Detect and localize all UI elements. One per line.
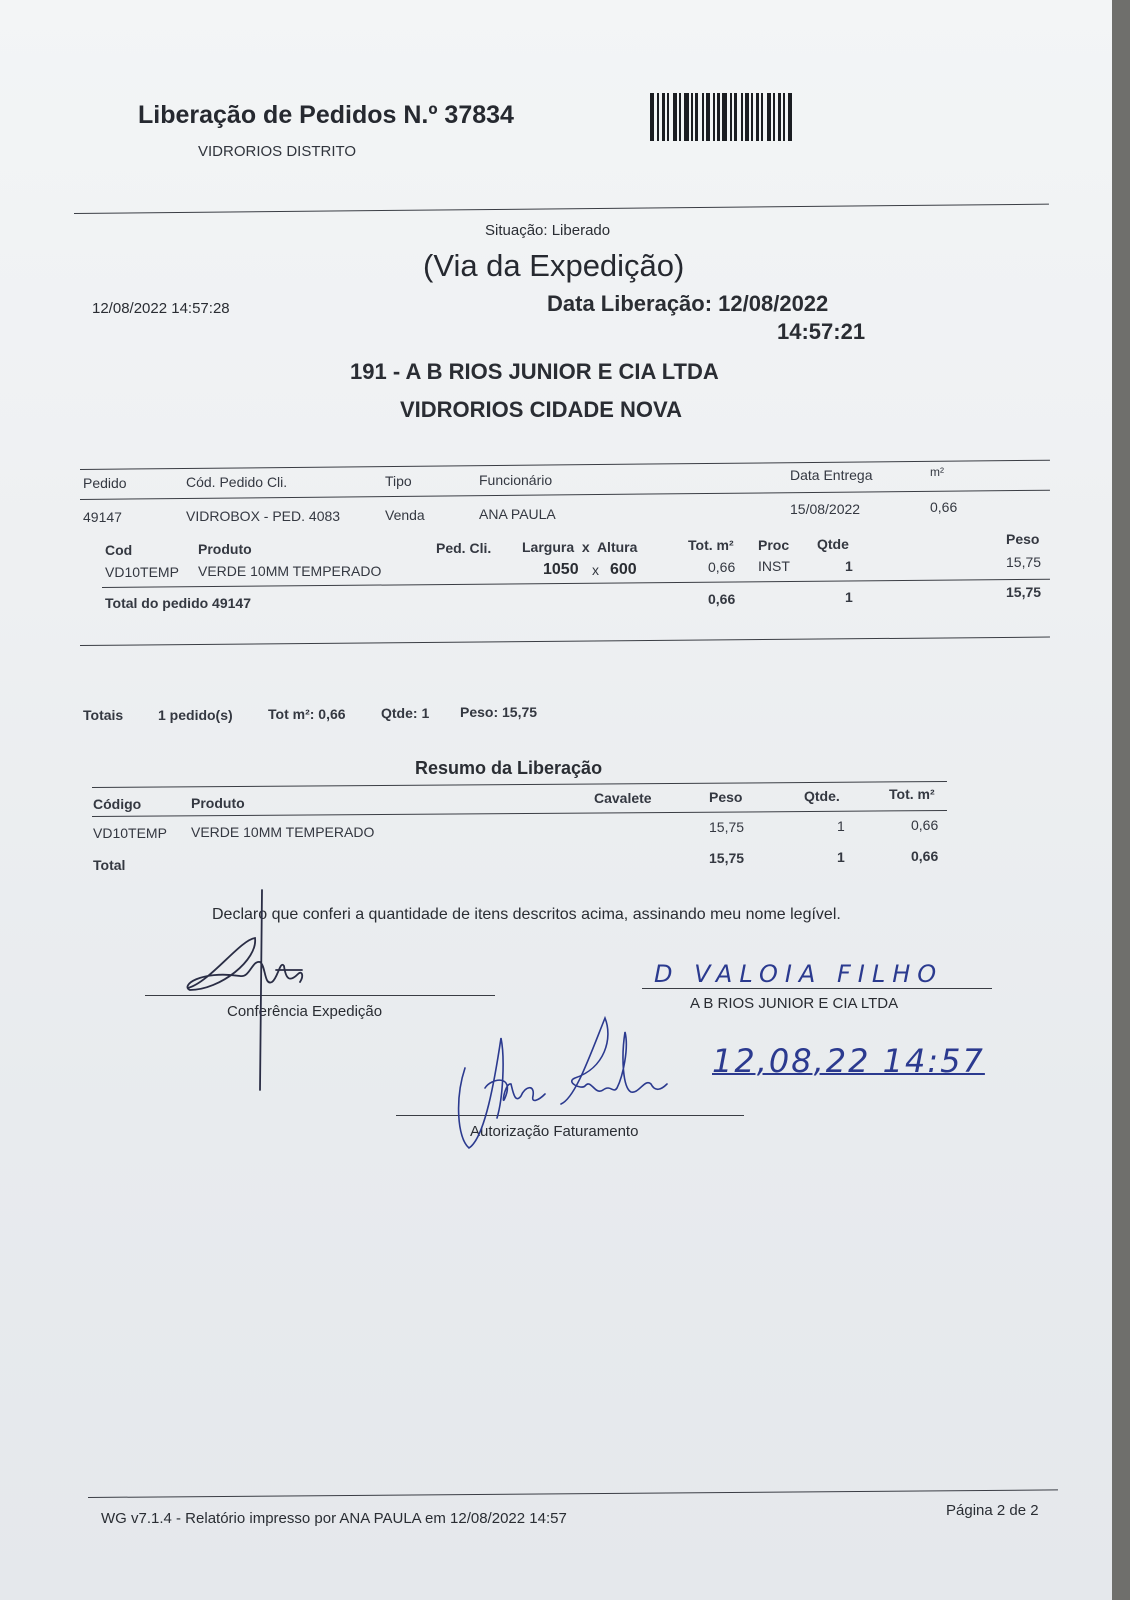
item-col-ped-cli: Ped. Cli. [436,540,492,556]
summary-total-peso: 15,75 [709,850,745,866]
document-title: Liberação de Pedidos N.º 37834 [138,101,514,129]
order-total-label: Total do pedido 49147 [105,595,251,611]
item-peso: 15,75 [1006,554,1042,570]
summary-product: VERDE 10MM TEMPERADO [191,824,375,840]
summary-code: VD10TEMP [93,825,167,841]
delivery-date: 15/08/2022 [790,501,861,517]
employee-name: ANA PAULA [479,506,556,522]
item-x: x [592,562,599,578]
col-cod-pedido-cli: Cód. Pedido Cli. [186,474,288,490]
item-proc: INST [758,558,790,574]
printed-timestamp: 12/08/2022 14:57:28 [92,300,230,317]
totals-orders: 1 pedido(s) [158,707,233,723]
signature-label-autorizacao: Autorização Faturamento [470,1123,639,1140]
summary-col-peso: Peso [709,789,743,805]
conferencia-signature [180,890,320,1110]
summary-header-rule [92,810,947,817]
item-code: VD10TEMP [105,564,179,580]
item-col-cod: Cod [105,542,133,558]
autorizacao-signature [455,1018,685,1158]
order-total-peso: 15,75 [1006,584,1042,600]
totals-qtde: Qtde: 1 [381,705,430,721]
summary-col-qtde: Qtde. [804,788,840,804]
item-col-largura-altura: Largura x Altura [522,539,638,555]
col-tipo: Tipo [385,473,412,489]
company-name: VIDRORIOS DISTRITO [198,143,357,160]
col-data-entrega: Data Entrega [790,467,873,483]
summary-top-rule [92,781,947,788]
totals-m2: Tot m²: 0,66 [268,706,346,722]
order-total-m2: 0,66 [708,591,736,607]
summary-tot-m2: 0,66 [911,817,939,833]
signature-label-conferencia: Conferência Expedição [227,1003,383,1020]
declaration-text: Declaro que conferi a quantidade de itens descritos acima, assinando meu nome legível. [212,906,841,923]
item-largura: 1050 [543,561,579,578]
item-qtde: 1 [845,558,853,574]
item-col-tot-m2: Tot. m² [688,537,734,553]
release-date: Data Liberação: 12/08/2022 [547,291,829,316]
item-product: VERDE 10MM TEMPERADO [198,563,382,579]
order-number: 49147 [83,509,122,525]
item-col-qtde: Qtde [817,536,849,552]
summary-title: Resumo da Liberação [415,758,603,778]
release-time: 14:57:21 [777,319,866,344]
client-name: 191 - A B RIOS JUNIOR E CIA LTDA [350,359,719,384]
footer-page-number: Página 2 de 2 [946,1502,1039,1519]
client-store: VIDRORIOS CIDADE NOVA [400,397,682,422]
order-header-rule [80,490,1050,500]
order-m2: 0,66 [930,499,958,515]
summary-total-tot-m2: 0,66 [911,848,939,864]
signature-line-cliente [642,988,992,989]
item-col-proc: Proc [758,537,790,553]
totals-peso: Peso: 15,75 [460,704,538,720]
client-order-code: VIDROBOX - PED. 4083 [186,508,341,524]
summary-col-codigo: Código [93,796,142,812]
col-funcionario: Funcionário [479,472,553,488]
signature-label-cliente: A B RIOS JUNIOR E CIA LTDA [690,995,899,1012]
order-total-qtde: 1 [845,589,853,605]
summary-qtde: 1 [837,818,845,834]
col-pedido: Pedido [83,475,127,491]
order-type: Venda [385,507,425,523]
summary-col-produto: Produto [191,795,245,811]
handwritten-date: 12,08,22 14:57 [712,1042,985,1080]
order-table-bottom-rule [80,637,1050,646]
via-label: (Via da Expedição) [423,248,685,283]
footer-printed-by: WG v7.1.4 - Relatório impresso por ANA PAULA em 12/08/2022 14:57 [101,1510,567,1527]
totals-label: Totais [83,707,124,723]
summary-total-label: Total [93,857,126,873]
footer-rule [88,1489,1058,1498]
item-tot-m2: 0,66 [708,559,736,575]
item-col-peso: Peso [1006,531,1040,547]
item-altura: 600 [610,561,637,578]
header-divider [74,204,1049,214]
summary-peso: 15,75 [709,819,745,835]
item-col-produto: Produto [198,541,252,557]
order-table-top-rule [80,460,1050,470]
summary-col-tot-m2: Tot. m² [889,786,935,802]
handwritten-client-name: D VALOIA FILHO [654,960,944,988]
col-m2: m² [930,465,944,479]
item-total-rule [102,579,1050,588]
summary-total-qtde: 1 [837,849,845,865]
summary-col-cavalete: Cavalete [594,790,652,806]
barcode [650,93,822,141]
status-label: Situação: Liberado [485,222,611,239]
